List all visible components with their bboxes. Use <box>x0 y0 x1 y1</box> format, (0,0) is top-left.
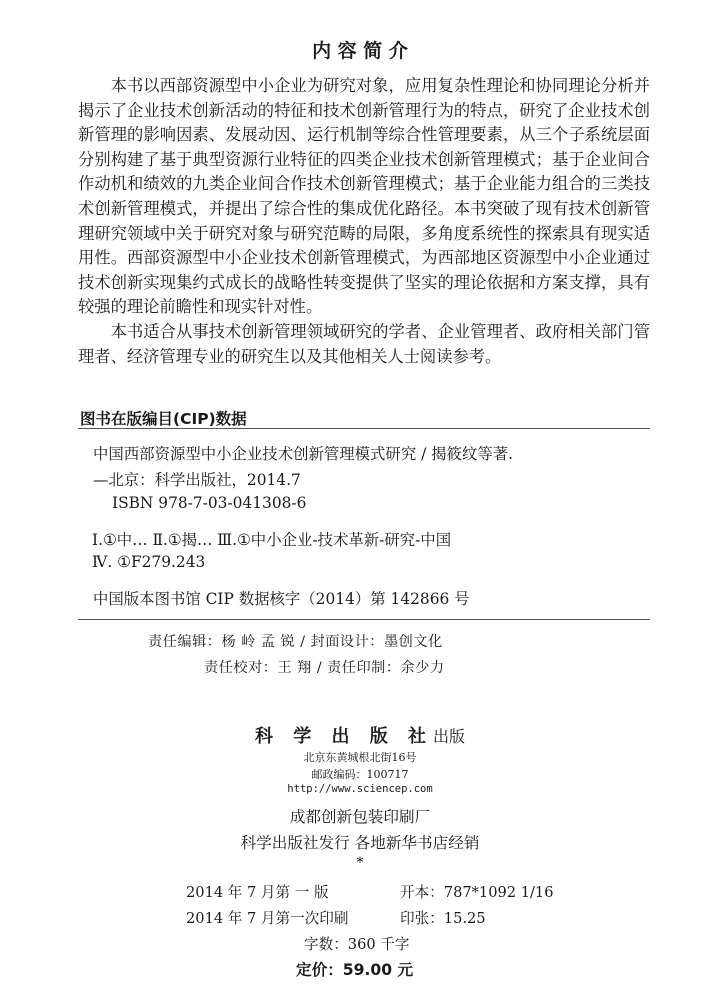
impression: 2014 年 7 月第一次印刷 <box>186 910 349 927</box>
publisher-postcode: 邮政编码：100717 <box>311 768 409 781</box>
publisher-line <box>0 722 720 748</box>
summary-section <box>78 74 650 369</box>
divider-top <box>78 428 650 429</box>
cip-classification-1: Ⅰ.①中… Ⅱ.①揭… Ⅲ.①中小企业-技术革新-研究-中国 <box>92 531 452 549</box>
impression-row <box>186 907 486 928</box>
credits-proofreading: 责任校对：王 翔 / 责任印制：余少力 <box>204 660 445 676</box>
separator-star: * <box>356 855 364 871</box>
cip-record-number: 中国版本图书馆 CIP 数据核字（2014）第 142866 号 <box>93 590 470 608</box>
page-title: 内 容 简 介 <box>312 40 408 62</box>
publisher-url: http://www.sciencep.com <box>287 783 433 795</box>
credits-editors: 责任编辑：杨 岭 孟 锐 / 封面设计：墨创文化 <box>148 634 443 650</box>
cip-isbn: ISBN 978-7-03-041308-6 <box>112 494 307 512</box>
edition: 2014 年 7 月第 一 版 <box>186 884 329 901</box>
edition-row <box>186 881 554 902</box>
cip-imprint-line: —北京：科学出版社，2014.7 <box>93 471 301 489</box>
price: 定价：59.00 元 <box>296 961 414 979</box>
cip-title-line: 中国西部资源型中小企业技术创新管理模式研究 / 揭筱纹等著. <box>93 445 514 463</box>
printed-sheets: 印张：15.25 <box>400 910 486 927</box>
publisher-logo: 科 学 出 版 社 <box>254 726 434 747</box>
summary-paragraph-2: 本书适合从事技术创新管理领域研究的学者、企业管理者、政府相关部门管理者、经济管理专业的研究生以及其他相关人士阅读参考。 <box>78 321 650 366</box>
format: 开本：787*1092 1/16 <box>400 884 554 901</box>
distribution: 科学出版社发行 各地新华书店经销 <box>240 834 480 852</box>
cip-classification-2: Ⅳ. ①F279.243 <box>92 553 206 571</box>
publisher-address: 北京东黄城根北街16号 <box>303 751 417 764</box>
divider-bottom <box>78 619 650 620</box>
cip-label: 图书在版编目(CIP)数据 <box>80 410 247 428</box>
summary-paragraph-1: 本书以西部资源型中小企业为研究对象，应用复杂性理论和协同理论分析并揭示了企业技术创新活动的特征和技术创新管理行为的特点，研究了企业技术创新管理的影响因素、发展动因、运行机制等综合性管理要素，从三个子系统层面分别构建了基于典型资源行业特征的四类企业技术创新管理模式；基于企业间合作动机和绩效的九类企业间合作技术创新管理模式；基于企业能力组合的三类技术创新管理模式，并提出了综合性的集成优化路径。本书突破了现有技术创新管理研究领域中关于研究对象与研究范畴的局限，多角度系统性的探索具有现实适用性。西部资源型中小企业技术创新管理模式，为西部地区资源型中小企业通过技术创新实现集约式成长的战略性转变提供了坚实的理论依据和方案支撑，具有较强的理论前瞻性和现实针对性。 <box>78 76 650 317</box>
printer: 成都创新包装印刷厂 <box>289 808 431 826</box>
publisher-suffix: 出版 <box>433 727 466 746</box>
word-count: 字数：360 千字 <box>304 936 410 953</box>
